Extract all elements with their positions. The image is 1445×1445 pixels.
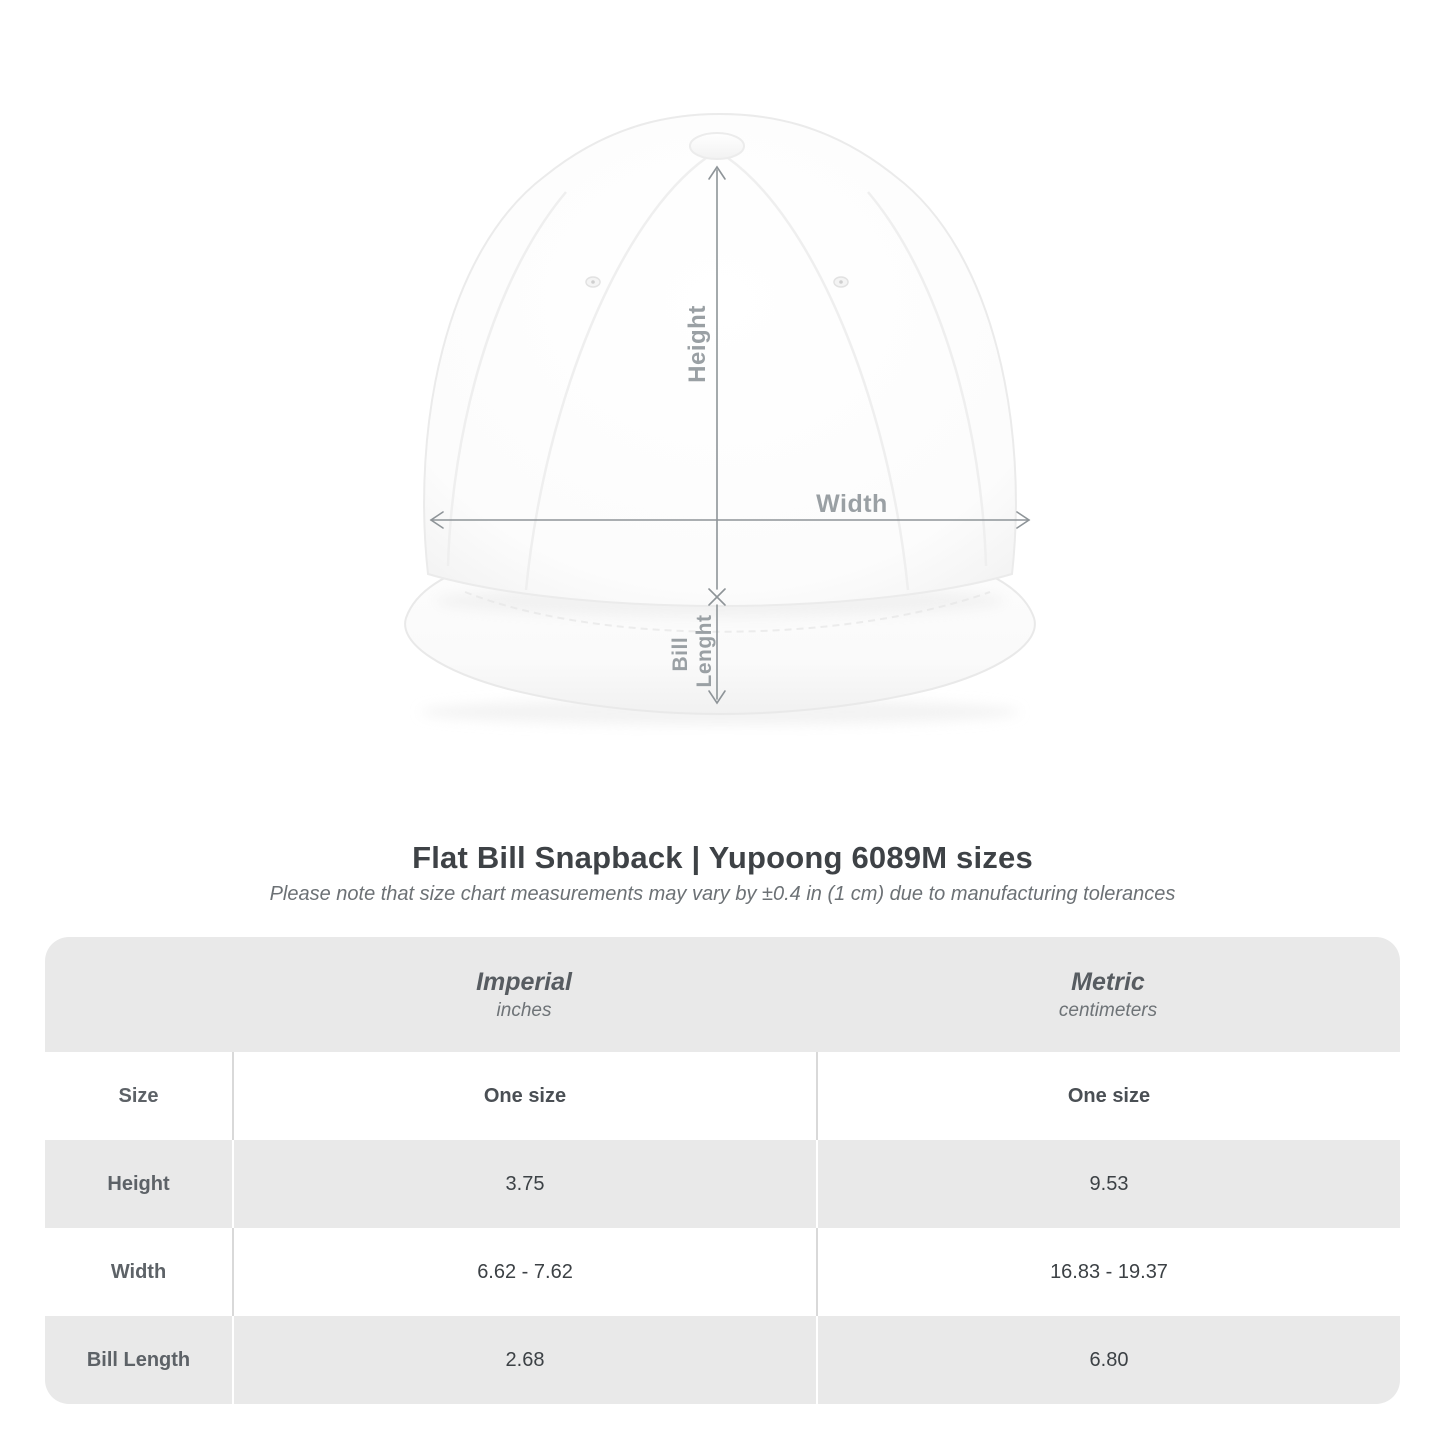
table-header-band: [45, 937, 1400, 1052]
table-row-width: [45, 1228, 1400, 1316]
row-label-size: Size: [118, 1084, 159, 1107]
size-imperial-value: One size: [232, 1052, 816, 1140]
metric-sublabel: centimeters: [1058, 999, 1158, 1021]
row-label-height: Height: [107, 1172, 170, 1195]
height-measure-label: Height: [684, 305, 711, 383]
eyelet-left: [586, 277, 600, 287]
table-row-bill-length: [45, 1316, 1400, 1404]
imperial-label: Imperial: [476, 967, 572, 996]
hat-measurement-diagram: [380, 85, 1080, 745]
width-imperial-value: 6.62 - 7.62: [232, 1228, 816, 1316]
table-row-height: [45, 1140, 1400, 1228]
height-imperial-value: 3.75: [232, 1140, 816, 1228]
height-metric-value: 9.53: [816, 1140, 1400, 1228]
header-imperial: [232, 937, 816, 1052]
size-metric-value: One size: [816, 1052, 1400, 1140]
header-spacer: [45, 937, 232, 1052]
imperial-sublabel: inches: [496, 999, 552, 1021]
table-row-size: [45, 1052, 1400, 1140]
eyelet-right: [834, 277, 848, 287]
bill-length-metric-value: 6.80: [816, 1316, 1400, 1404]
header-metric: [816, 937, 1400, 1052]
heading-block: [0, 840, 1445, 906]
metric-label: Metric: [1071, 967, 1145, 996]
width-metric-value: 16.83 - 19.37: [816, 1228, 1400, 1316]
hat-crown: [424, 114, 1016, 606]
bill-length-imperial-value: 2.68: [232, 1316, 816, 1404]
page-title: Flat Bill Snapback | Yupoong 6089M sizes: [412, 840, 1033, 875]
size-table: [45, 937, 1400, 1404]
top-button: [690, 133, 744, 159]
bill-length-label-line1: Bill: [669, 636, 692, 672]
width-measure-label: Width: [816, 490, 888, 518]
row-label-bill-length: Bill Length: [86, 1348, 191, 1371]
page-subtitle: Please note that size chart measurements may vary by ±0.4 in (1 cm) due to manufacturing tolerances: [269, 883, 1176, 905]
row-label-width: Width: [110, 1260, 167, 1283]
bill-length-label-line2: Lenght: [693, 614, 716, 688]
